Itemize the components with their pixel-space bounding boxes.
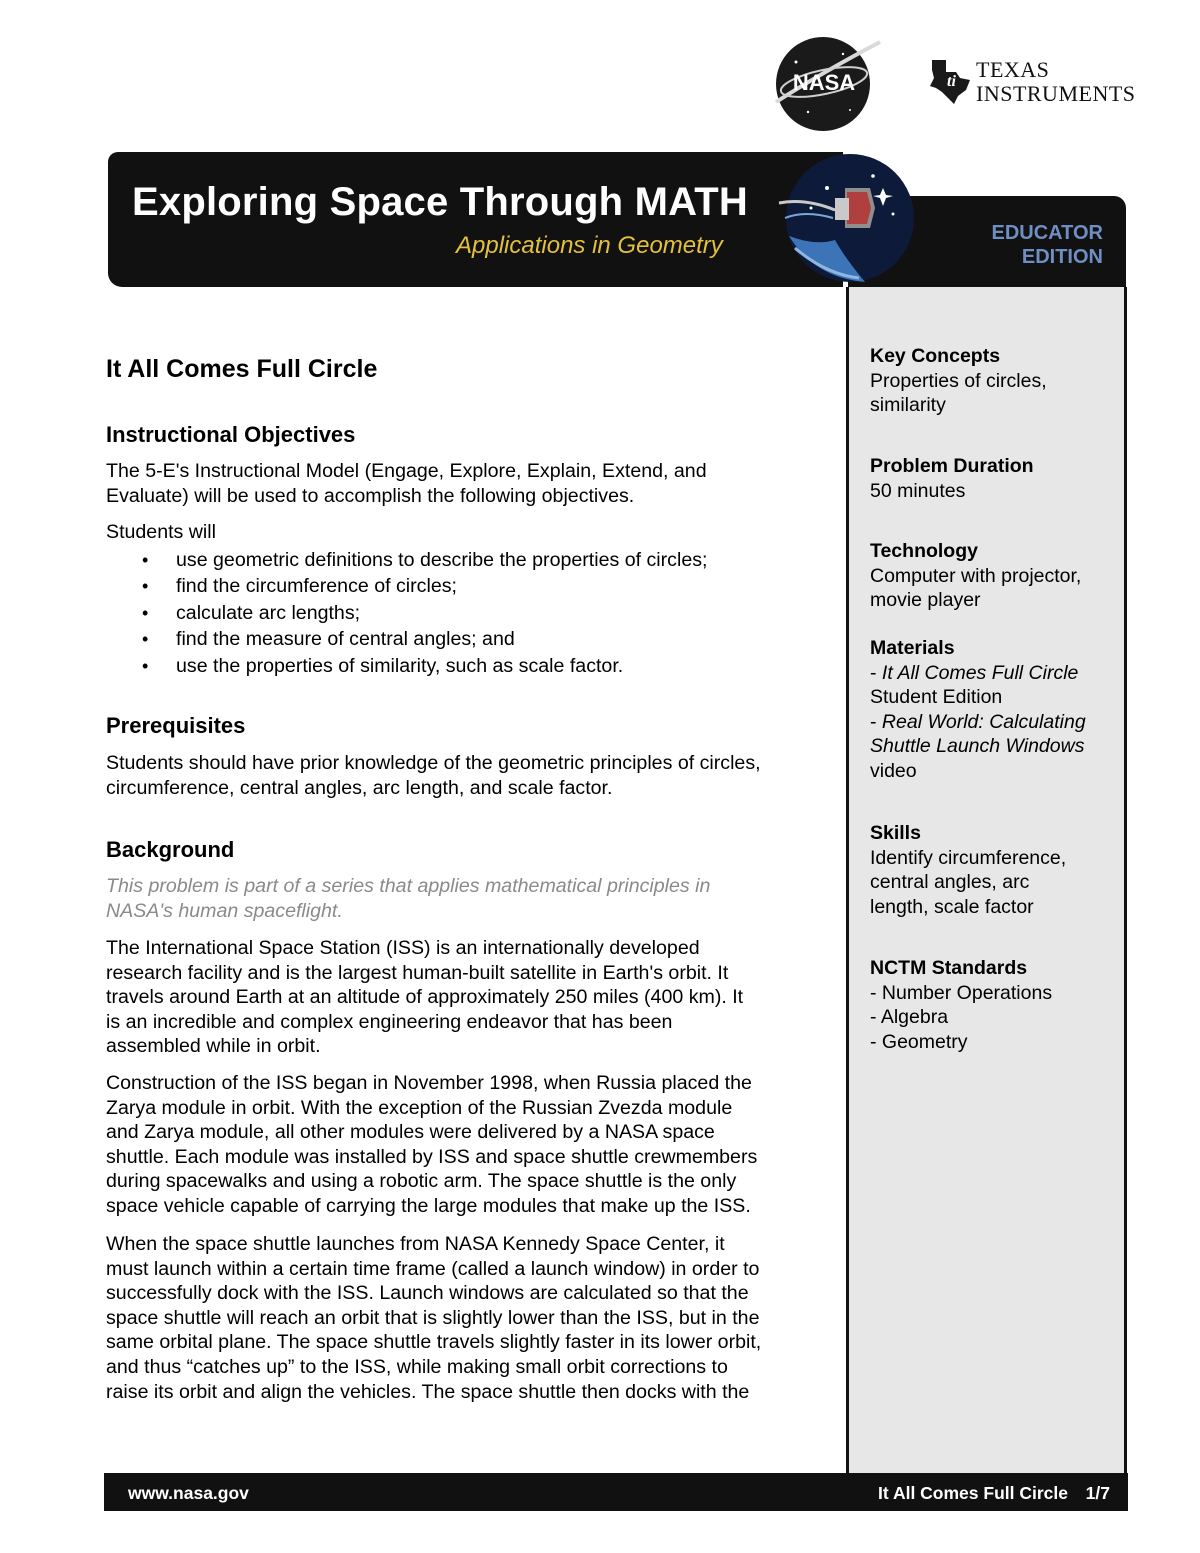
nctm-line: - Algebra xyxy=(870,1006,949,1028)
page-title: It All Comes Full Circle xyxy=(106,355,378,383)
list-item: • use geometric definitions to describe the properties of circles; xyxy=(106,547,836,573)
objectives-list xyxy=(106,547,836,679)
sidebar-materials xyxy=(870,636,1120,783)
materials-dash: - xyxy=(870,710,882,733)
key-concepts-line: Properties of circles, xyxy=(870,369,1047,392)
list-item: • find the circumference of circles; xyxy=(106,573,836,599)
materials-item-2-title-line-2: Shuttle Launch Windows xyxy=(870,735,1085,757)
nctm-heading: NCTM Standards xyxy=(870,957,1028,979)
paragraph-line: Zarya module in orbit. With the exception of the Russian Zvezda module xyxy=(106,1096,733,1119)
paragraph-line: and Zarya module, all other modules were delivered by a NASA space xyxy=(106,1121,715,1144)
materials-item-1-rest: Student Edition xyxy=(870,686,1003,708)
paragraph-line: and thus “catches up” to the ISS, while making small orbit corrections to xyxy=(106,1355,728,1378)
paragraph-line: must launch within a certain time frame (called a launch window) in order to xyxy=(106,1257,760,1280)
paragraph-line: The International Space Station (ISS) is an internationally developed xyxy=(106,937,700,959)
list-item: • find the measure of central angles; and xyxy=(106,626,836,652)
materials-item-1-title: It All Comes Full Circle xyxy=(881,661,1079,684)
nctm-line: - Geometry xyxy=(870,1030,968,1053)
paragraph-line: during spacewalks and using a robotic arm. The space shuttle is the only xyxy=(106,1170,737,1193)
edition-line-1: EDUCATOR xyxy=(991,222,1103,244)
objectives-intro xyxy=(106,459,836,508)
ti-line-1: TEXAS xyxy=(976,57,1050,82)
problem-duration-heading: Problem Duration xyxy=(870,455,1034,477)
sidebar-key-concepts xyxy=(870,344,1120,418)
edition-line-2: EDITION xyxy=(1021,246,1103,268)
nasa-logo xyxy=(768,32,886,132)
space-emblem-icon xyxy=(775,148,920,288)
paragraph-line: shuttle. Each module was installed by ISS and space shuttle crewmembers xyxy=(106,1145,758,1168)
paragraph-line: space vehicle capable of carrying the large modules that make up the ISS. xyxy=(106,1194,751,1217)
technology-line: movie player xyxy=(870,589,981,611)
materials-item-1 xyxy=(870,661,1120,686)
materials-item-2-rest: video xyxy=(870,759,917,782)
skills-line: central angles, arc xyxy=(870,871,1030,893)
sidebar-problem-duration xyxy=(870,454,1120,503)
students-will-label xyxy=(106,520,836,545)
page-number: 1/7 xyxy=(1085,1483,1110,1503)
paragraph-line: NASA's human spaceflight. xyxy=(106,899,343,922)
paragraph-line: is an incredible and complex engineering endeavor that has been xyxy=(106,1010,673,1033)
paragraph-line: The 5-E's Instructional Model (Engage, Explore, Explain, Extend, and xyxy=(106,460,707,482)
paragraph-line: Students should have prior knowledge of the geometric principles of circles, xyxy=(106,752,761,774)
paragraph-line: raise its orbit and align the vehicles. The space shuttle then docks with the xyxy=(106,1380,750,1403)
prerequisites-heading: Prerequisites xyxy=(106,713,246,738)
edition-label xyxy=(940,221,1103,269)
nasa-wordmark: NASA xyxy=(792,70,856,95)
paragraph-line: Students will xyxy=(106,521,216,543)
background-paragraph-3 xyxy=(106,1232,836,1404)
paragraph-line: successfully dock with the ISS. Launch windows are calculated so that the xyxy=(106,1282,749,1305)
materials-dash: - xyxy=(870,661,882,684)
materials-item-2-title-line-1: Real World: Calculating xyxy=(881,710,1086,733)
sidebar-technology xyxy=(870,539,1120,613)
problem-duration-line: 50 minutes xyxy=(870,479,966,502)
materials-item-2 xyxy=(870,710,1120,735)
paragraph-line: space shuttle will reach an orbit that is slightly lower than the ISS, but in the xyxy=(106,1306,760,1329)
paragraph-line: Construction of the ISS began in November 1998, when Russia placed the xyxy=(106,1072,752,1094)
paragraph-line: Evaluate) will be used to accomplish the following objectives. xyxy=(106,484,635,507)
nctm-line: - Number Operations xyxy=(870,981,1053,1004)
paragraph-line: When the space shuttle launches from NASA Kennedy Space Center, it xyxy=(106,1233,725,1255)
technology-line: Computer with projector, xyxy=(870,564,1082,587)
banner-subtitle: Applications in Geometry xyxy=(456,232,723,259)
paragraph-line: travels around Earth at an altitude of approximately 250 miles (400 km). It xyxy=(106,986,744,1009)
sidebar-skills xyxy=(870,821,1120,919)
skills-line: length, scale factor xyxy=(870,895,1034,918)
paragraph-line: same orbital plane. The space shuttle travels slightly faster in its lower orbit, xyxy=(106,1331,762,1354)
footer-title: It All Comes Full Circle xyxy=(878,1483,1068,1503)
texas-instruments-logo xyxy=(926,54,1136,110)
banner-title: Exploring Space Through MATH xyxy=(132,180,748,224)
key-concepts-heading: Key Concepts xyxy=(870,345,1001,367)
background-paragraph-2 xyxy=(106,1071,836,1219)
skills-heading: Skills xyxy=(870,822,921,844)
texas-state-icon xyxy=(926,56,974,106)
paragraph-line: assembled while in orbit. xyxy=(106,1035,321,1058)
background-paragraph-1 xyxy=(106,936,836,1059)
paragraph-line: This problem is part of a series that applies mathematical principles in xyxy=(106,875,711,897)
prerequisites-text xyxy=(106,751,836,800)
paragraph-line: circumference, central angles, arc length, and scale factor. xyxy=(106,776,613,799)
objectives-heading: Instructional Objectives xyxy=(106,422,356,447)
list-item: • calculate arc lengths; xyxy=(106,600,836,626)
paragraph-line: research facility and is the largest human-built satellite in Earth's orbit. It xyxy=(106,961,729,984)
materials-heading: Materials xyxy=(870,637,955,659)
skills-line: Identify circumference, xyxy=(870,846,1067,869)
list-item: • use the properties of similarity, such as scale factor. xyxy=(106,653,836,679)
svg-text:ti: ti xyxy=(947,73,956,90)
footer xyxy=(104,1473,1128,1511)
technology-heading: Technology xyxy=(870,540,978,562)
ti-line-2: INSTRUMENTS xyxy=(976,81,1136,106)
background-note xyxy=(106,874,836,923)
sidebar-nctm-standards xyxy=(870,956,1120,1054)
background-heading: Background xyxy=(106,837,235,862)
key-concepts-line: similarity xyxy=(870,394,946,416)
sidebar xyxy=(846,287,1127,1473)
footer-url-link[interactable]: www.nasa.gov xyxy=(128,1483,249,1503)
